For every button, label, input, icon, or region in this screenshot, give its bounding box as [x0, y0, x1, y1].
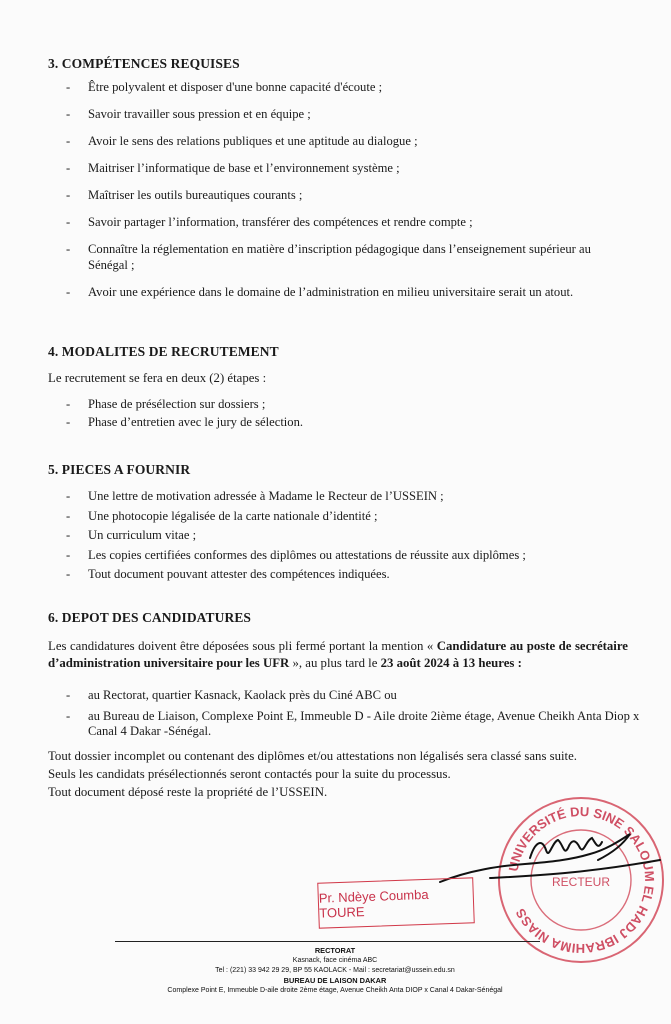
list-item [66, 709, 646, 740]
list-item [66, 567, 626, 583]
closing-line: Tout dossier incomplet ou contenant des diplômes et/ou attestations non légalisés sera classé sans suite. [48, 749, 577, 763]
dash-marker: - [66, 489, 71, 503]
list-item-text: Phase de présélection sur dossiers ; [88, 397, 266, 411]
modalites-intro: Le recrutement se fera en deux (2) étapes : [48, 371, 267, 385]
dash-marker: - [66, 397, 71, 411]
dash-marker: - [66, 688, 71, 702]
footer [110, 946, 560, 996]
section-title-competences: 3. COMPÉTENCES REQUISES [48, 56, 240, 71]
list-item-text: Maîtriser les outils bureautiques courants ; [88, 188, 303, 202]
depot-locations-list [66, 688, 646, 740]
list-item-text: Une lettre de motivation adressée à Madame le Recteur de l’USSEIN ; [88, 489, 444, 503]
dash-marker: - [66, 161, 71, 175]
section-title-pieces: 5. PIECES A FOURNIR [48, 462, 191, 477]
list-item-text: Savoir partager l’information, transférer des compétences et rendre compte ; [88, 215, 473, 229]
depot-deadline: 23 août 2024 à 13 heures : [380, 655, 522, 670]
dash-marker: - [66, 242, 71, 256]
section-title-depot: 6. DEPOT DES CANDIDATURES [48, 610, 252, 625]
pieces-list [66, 489, 626, 583]
list-item [66, 688, 646, 704]
list-item-text: Connaître la réglementation en matière d’inscription pédagogique dans l’enseignement supérieur au Sénégal ; [88, 242, 591, 272]
list-item [66, 161, 626, 177]
footer-divider [115, 941, 540, 942]
footer-rectorat: RECTORAT [314, 946, 356, 955]
dash-marker: - [66, 508, 71, 523]
depot-intro [48, 638, 628, 671]
dash-marker: - [66, 708, 71, 723]
list-item [66, 215, 626, 231]
list-item [66, 134, 626, 150]
seal-center-text: RECTEUR [551, 875, 611, 889]
depot-intro-text-2: », au plus tard le [289, 655, 381, 670]
dash-marker: - [66, 80, 71, 94]
name-stamp: Pr. Ndèye Coumba TOURE [317, 877, 475, 928]
list-item [66, 188, 626, 204]
dash-marker: - [66, 188, 71, 202]
dash-marker: - [66, 528, 71, 542]
list-item-text: au Rectorat, quartier Kasnack, Kaolack près du Ciné ABC ou [88, 688, 397, 702]
dash-marker: - [66, 107, 71, 121]
footer-bureau-address: Complexe Point E, Immeuble D-aile droite 2ème étage, Avenue Cheikh Anta DIOP x Canal 4 Dakar-Sénégal [167, 987, 503, 994]
list-item [66, 397, 606, 413]
competences-list [66, 80, 626, 300]
dash-marker: - [66, 547, 71, 562]
closing-line: Seuls les candidats présélectionnés seront contactés pour la suite du processus. [48, 767, 451, 781]
list-item-text: Tout document pouvant attester des compétences indiquées. [88, 567, 390, 581]
footer-address: Kasnack, face cinéma ABC [292, 957, 378, 964]
seal-ring-text: UNIVERSITÉ DU SINE SALOUM EL HADJ IBRAHIMA NIASS [505, 803, 658, 957]
list-item-text: Un curriculum vitae ; [88, 528, 197, 542]
list-item-text: Une photocopie légalisée de la carte nationale d’identité ; [88, 508, 378, 523]
list-item [66, 285, 626, 301]
list-item [66, 548, 626, 564]
list-item [66, 528, 626, 544]
dash-marker: - [66, 415, 71, 429]
list-item [66, 80, 626, 96]
list-item [66, 415, 606, 431]
modalites-list [66, 397, 606, 431]
dash-marker: - [66, 284, 71, 299]
list-item [66, 489, 626, 505]
section-title-modalites: 4. MODALITES DE RECRUTEMENT [48, 344, 279, 359]
list-item-text: Savoir travailler sous pression et en équipe ; [88, 107, 311, 121]
list-item-text: Être polyvalent et disposer d'une bonne capacité d'écoute ; [88, 80, 383, 94]
depot-intro-text: Les candidatures doivent être déposées sous pli fermé portant la mention « [48, 639, 437, 653]
dash-marker: - [66, 215, 71, 229]
depot-mention: Candidature au poste de secrétaire d’administration universitaire pour les UFR [48, 639, 628, 670]
dash-marker: - [66, 567, 71, 581]
list-item-text: Maitriser l’informatique de base et l’environnement système ; [88, 161, 400, 175]
closing-line: Tout document déposé reste la propriété de l’USSEIN. [48, 785, 328, 799]
list-item-text: Les copies certifiées conformes des diplômes ou attestations de réussite aux diplômes ; [88, 547, 526, 562]
list-item-text: Phase d’entretien avec le jury de sélection. [88, 415, 304, 429]
footer-bureau: BUREAU DE LAISON DAKAR [283, 976, 387, 985]
list-item-text: Avoir le sens des relations publiques et une aptitude au dialogue ; [88, 134, 418, 148]
list-item [66, 509, 626, 525]
list-item-text: Avoir une expérience dans le domaine de l’administration en milieu universitaire serait un atout. [88, 284, 574, 299]
list-item [66, 242, 626, 273]
list-item [66, 107, 626, 123]
list-item-text: au Bureau de Liaison, Complexe Point E, Immeuble D - Aile droite 2ième étage, Avenue Cheikh Anta Diop x Canal 4 Dakar -Sénégal. [88, 708, 640, 738]
dash-marker: - [66, 134, 71, 148]
footer-contact: Tel : (221) 33 942 29 29, BP 55 KAOLACK - Mail : secretariat@ussein.edu.sn [215, 967, 455, 974]
